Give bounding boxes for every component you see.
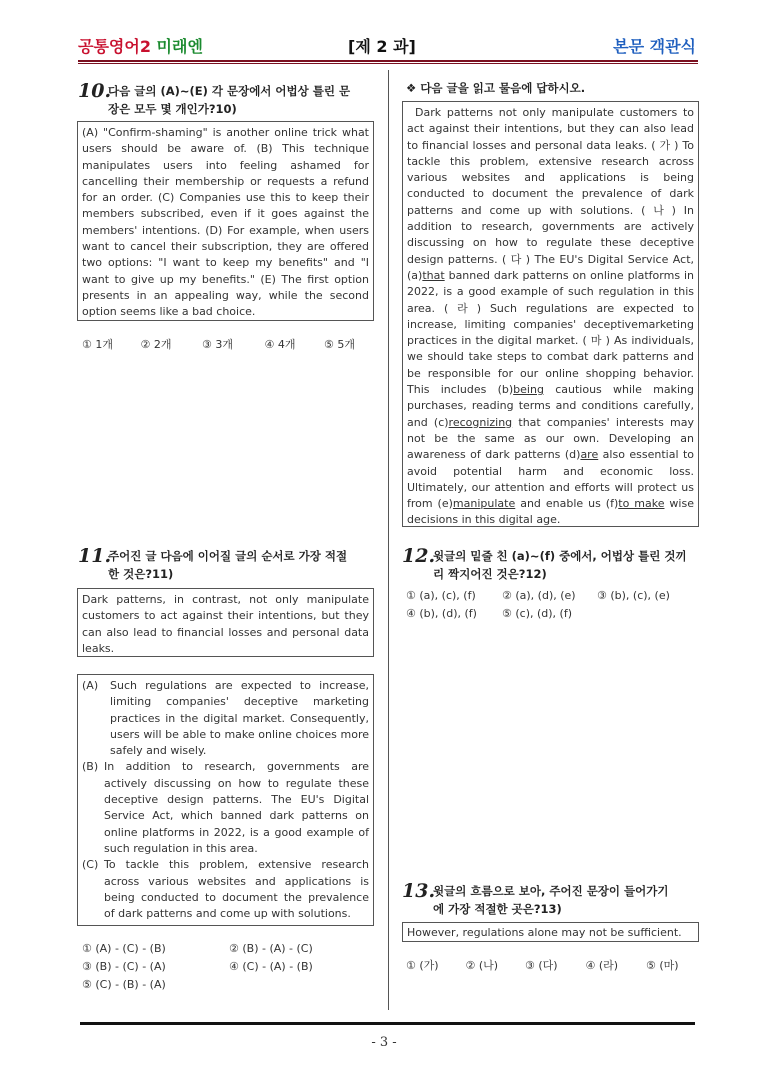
q10-option-4[interactable]: ④ 4개	[264, 338, 296, 351]
header-subject	[78, 34, 203, 57]
q13-option-2[interactable]: ② (나)	[465, 959, 499, 972]
q10-option-2[interactable]: ② 2개	[140, 338, 172, 351]
q11-prompt-line1: 주어진 글 다음에 이어질 글의 순서로 가장 적절	[108, 549, 348, 563]
shared-passage-part5: also essential to avoid potential harm and economic loss. Ultimately, our attention and efforts will protect us from (e)	[407, 448, 694, 511]
shared-instruction: ❖ 다음 글을 읽고 물음에 답하시오.	[406, 81, 586, 95]
header-subject-a: 공통영어2	[78, 37, 151, 56]
q12-option-4[interactable]: ④ (b), (d), (f)	[406, 607, 477, 620]
q11-item-b-text: In addition to research, governments are actively discussing on how to regulate these deceptive design patterns. The EU's Digital Service Act, which banned dark patterns on online platforms in 2022, is a good example of such regulation in this area.	[104, 760, 369, 855]
q13-option-5[interactable]: ⑤ (마)	[646, 959, 679, 972]
q12-number: 12.	[402, 545, 436, 567]
q11-item-c	[82, 857, 369, 922]
q11-item-c-text: To tackle this problem, extensive research across various websites and applications is being conducted to document the prevalence of dark patterns and come up with solutions.	[104, 858, 369, 921]
q11-option-4[interactable]: ④ (C) - (A) - (B)	[229, 960, 313, 973]
underline-d: are	[580, 448, 599, 462]
q10-option-3[interactable]: ③ 3개	[202, 338, 233, 351]
q13-option-1[interactable]: ① (가)	[406, 959, 439, 972]
q13-prompt-line2: 에 가장 적절한 곳은?13)	[433, 902, 562, 916]
shared-passage-part2: banned dark patterns on online platforms in 2022, is a good example of such regulation in this area. ( 라 ) Such regulations are expected to increase, limiting companies' deceptivemarketing practices in the digital market. ( 마 ) As individuals, we should take steps to combat dark patterns and be responsible for our online shopping behavior. This includes (b)	[407, 268, 694, 397]
q12-options	[406, 587, 706, 623]
header-rule-thin	[78, 63, 698, 64]
q13-prompt-line1: 윗글의 흐름으로 보아, 주어진 문장이 들어가기	[433, 884, 669, 898]
q13-given-text: However, regulations alone may not be sufficient.	[407, 926, 682, 939]
underline-e: manipulate	[452, 497, 516, 511]
q11-option-1[interactable]: ① (A) - (C) - (B)	[82, 942, 166, 955]
q12-option-2[interactable]: ② (a), (d), (e)	[502, 589, 576, 602]
q11-options	[82, 940, 382, 994]
q12-prompt-line1: 윗글의 밑줄 친 (a)~(f) 중에서, 어법상 틀린 것끼	[433, 549, 687, 563]
q13-given-box	[402, 922, 699, 942]
q11-item-a-label: (A)	[82, 679, 99, 692]
q11-item-c-label: (C)	[82, 858, 99, 872]
q10-option-1[interactable]: ① 1개	[82, 338, 113, 351]
q11-given-text: Dark patterns, in contrast, not only manipulate customers to act against their intentions, but they can also lead to financial losses and personal data leaks.	[82, 593, 369, 655]
underline-b: being	[513, 383, 544, 397]
header-type: 본문 객관식	[613, 37, 696, 56]
shared-passage-part3: cautious while making purchases, reading terms and conditions carefully, and (c)	[407, 383, 694, 429]
shared-passage-part4: that companies' interests may not be the same as our own. Developing an awareness of dark patterns (d)	[407, 415, 694, 462]
shared-passage-part1: Dark patterns not only manipulate customers to act against their intentions, but they can also lead to financial losses and personal data leaks. ( 가 ) To tackle this problem, extensive research across various websites and applications is being conducted to document the prevalence of dark patterns and come up with solutions. ( 나 ) In addition to research, governments are actively discussing on how to regulate these deceptive design patterns. ( 다 ) The EU's Digital Service Act, (a)	[407, 106, 694, 282]
underline-f: to make	[618, 497, 665, 511]
q12-option-5[interactable]: ⑤ (c), (d), (f)	[502, 607, 572, 620]
q12-option-3[interactable]: ③ (b), (c), (e)	[597, 589, 670, 602]
q11-item-b-label: (B)	[82, 760, 99, 774]
q10-number: 10.	[78, 80, 112, 102]
q10-options	[82, 336, 355, 354]
q13-option-4[interactable]: ④ (라)	[585, 959, 619, 972]
q10-prompt-line1: 다음 글의 (A)~(E) 각 문장에서 어법상 틀린 문	[108, 84, 351, 98]
q13-number: 13.	[402, 880, 436, 902]
q11-prompt-line2: 한 것은?11)	[108, 567, 174, 581]
footer-rule	[80, 1022, 695, 1025]
q11-item-b	[82, 759, 369, 857]
q11-option-3[interactable]: ③ (B) - (C) - (A)	[82, 960, 166, 973]
q12-option-1[interactable]: ① (a), (c), (f)	[406, 589, 476, 602]
underline-c: recognizing	[448, 415, 513, 429]
shared-passage-part7: wise decisions in this digital age.	[407, 497, 694, 527]
q11-given-box	[77, 588, 374, 657]
q10-passage: (A) "Confirm-shaming" is another online trick what users should be aware of. (B) This technique manipulates users into feeling ashamed for cancelling their membership or requests a refund for an order. (C) Companies use this to keep their members subscribed, even if it goes against the members' intentions. (D) For example, when users want to cancel their subscription, they are offered two options: "I want to keep my benefits" and "I want to give up my benefits." (E) The first option presents in an appealing way, while the second option seems like a bad choice.	[82, 126, 369, 319]
q11-item-a	[82, 678, 369, 759]
header-subject-b: 미래엔	[156, 37, 203, 56]
header-lesson: [제 2 과]	[348, 37, 416, 56]
q11-number: 11.	[78, 545, 112, 567]
q11-option-5[interactable]: ⑤ (C) - (B) - (A)	[82, 978, 166, 991]
underline-a: that	[422, 268, 445, 282]
q10-prompt-line2: 장은 모두 몇 개인가?10)	[108, 102, 237, 116]
header-rule	[78, 60, 698, 62]
q13-option-3[interactable]: ③ (다)	[525, 959, 558, 972]
q12-prompt-line2: 리 짝지어진 것은?12)	[433, 567, 547, 581]
shared-passage-part6: and enable us (f)	[515, 497, 619, 511]
q13-options	[406, 957, 679, 975]
q11-item-a-text: Such regulations are expected to increase, limiting companies' deceptive marketing practices in the digital market. Consequently, users will be able to make online choices more safely and wisely.	[110, 679, 369, 758]
page-header	[78, 28, 698, 58]
q10-passage-box	[77, 121, 374, 321]
q10-option-5[interactable]: ⑤ 5개	[324, 338, 355, 351]
column-divider	[388, 70, 389, 1010]
shared-passage-box	[402, 101, 699, 527]
q11-option-2[interactable]: ② (B) - (A) - (C)	[229, 942, 313, 955]
q11-items-box	[77, 674, 374, 926]
page-number: - 3 -	[371, 1035, 397, 1050]
